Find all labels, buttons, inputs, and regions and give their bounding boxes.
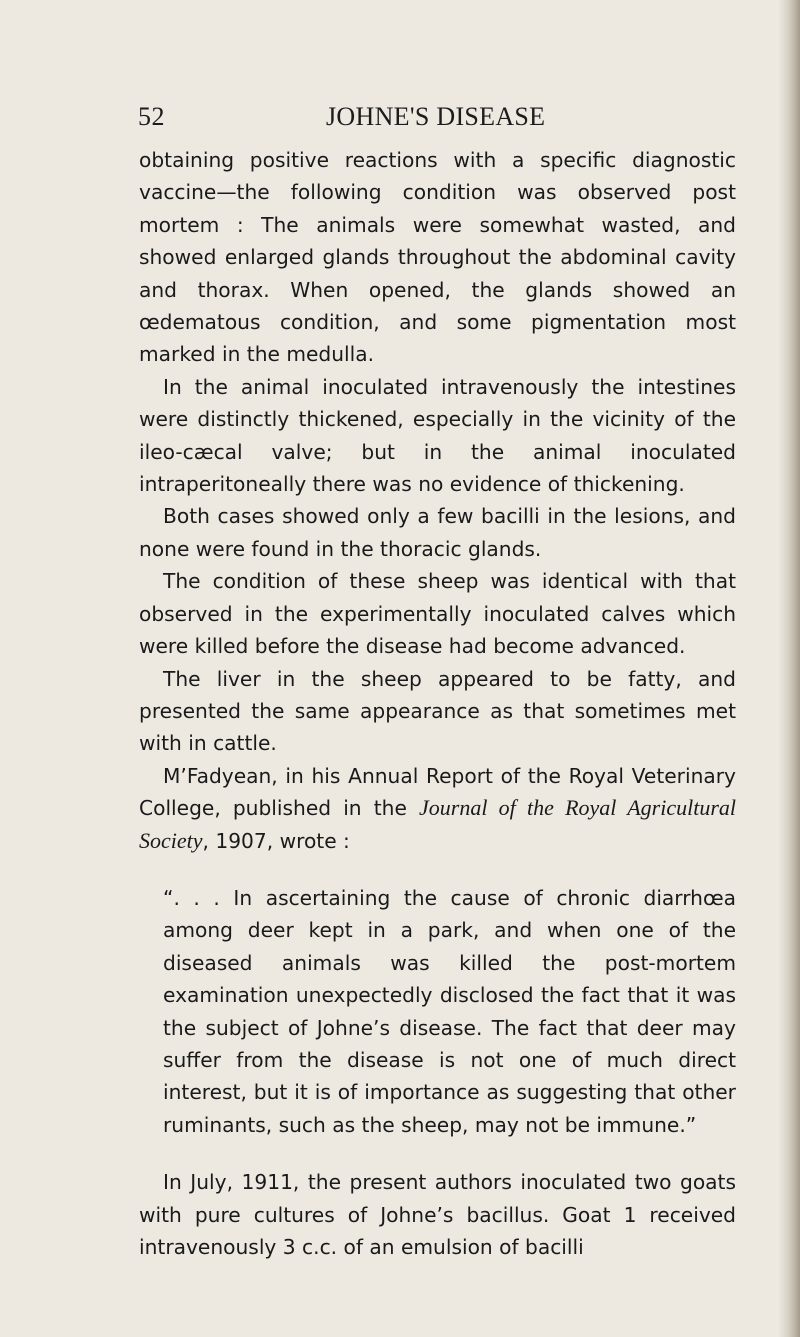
page-number: 52 [138, 102, 165, 131]
block-quote: “. . . In ascertaining the cause of chronic diarrhœa among deer kept in a park, and when one of the diseased animals was killed the post-mortem examination unexpectedly disclosed the fact that it was the subject of Johne’s disease. The fact that deer may suffer from the disease is not one of much direct interest, but it is of importance as suggesting that other ruminants, such as the sheep, may not be immune.” [163, 885, 736, 1137]
mfadyean-year: , 1907, wrote : [202, 828, 350, 853]
paragraph-goats: In July, 1911, the present authors inoculated two goats with pure cultures of Johne’s bacillus. Goat 1 received intravenously 3 c.c. of an emulsion of bacilli [139, 1170, 736, 1259]
page-edge-shadow [778, 0, 800, 1337]
paragraph-sheep-condition: The condition of these sheep was identical with that observed in the experimentally inoculated calves which were killed before the disease had become advanced. [139, 569, 736, 659]
mfadyean-text: M’Fadyean, in his Annual Report of the Royal Veterinary College, published in the [139, 763, 736, 821]
body-text [139, 144, 736, 1263]
journal-title: Journal of the Royal Agricultural Society [139, 795, 736, 853]
paragraph-bacilli: Both cases showed only a few bacilli in the lesions, and none were found in the thoracic glands. [139, 504, 736, 561]
running-title: JOHNE'S DISEASE [326, 102, 546, 131]
paragraph-mfadyean [139, 760, 736, 857]
paragraph-postmortem: obtaining positive reactions with a specific diagnostic vaccine—the following condition was observed post mortem : The animals were somewhat wasted, and showed enlarged glands throughout the abdominal cavity and thorax. When opened, the glands showed an œdematous condition, and some pigmentation most marked in the medulla. [139, 148, 736, 367]
paragraph-intestines: In the animal inoculated intravenously the intestines were distinctly thickened, especially in the vicinity of the ileo-cæcal valve; but in the animal inoculated intraperitoneally there was no evidence of thickening. [139, 374, 736, 497]
paragraph-liver: The liver in the sheep appeared to be fatty, and presented the same appearance as that sometimes met with in cattle. [139, 666, 736, 756]
running-head [138, 98, 728, 138]
